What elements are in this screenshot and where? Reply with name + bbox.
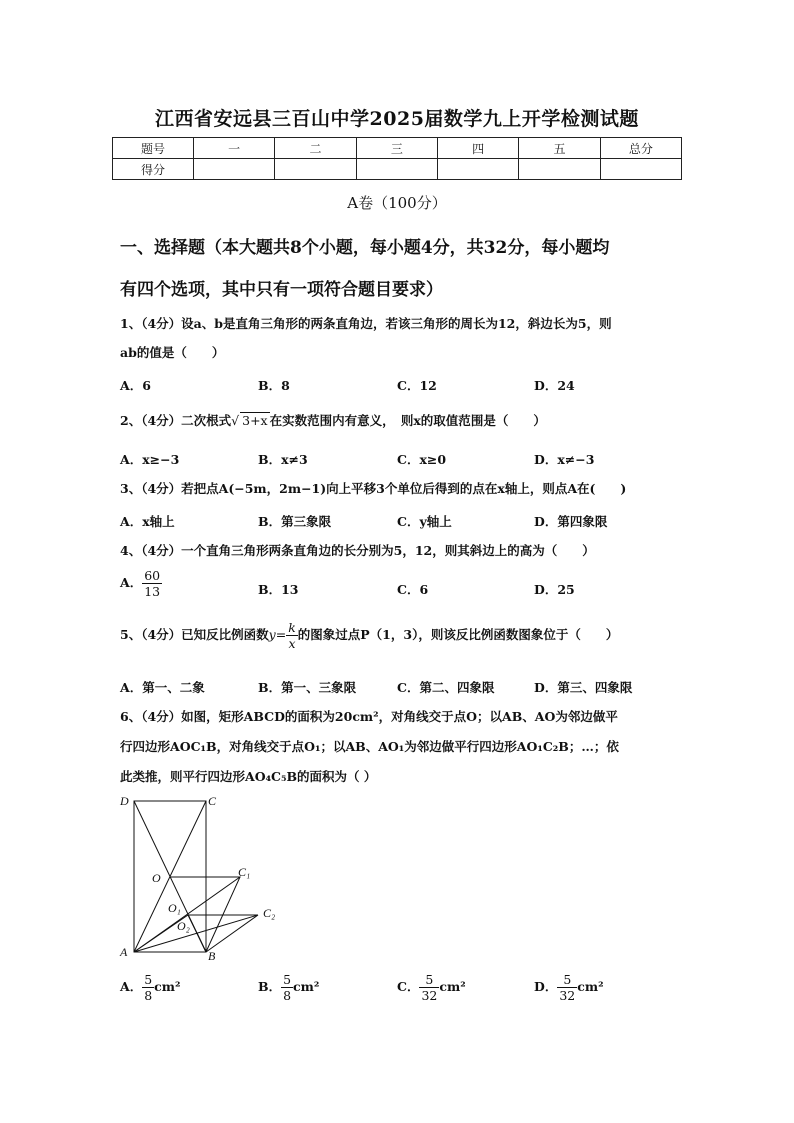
q2-prefix: 2、（4分）二次根式	[120, 413, 232, 428]
table-cell: 一	[194, 138, 275, 159]
q4-option-c[interactable]: C．6	[397, 582, 429, 597]
score-input-cell[interactable]	[519, 159, 600, 180]
option-unit: cm²	[439, 979, 466, 994]
score-input-cell[interactable]	[275, 159, 356, 180]
q1-option-c[interactable]: C．12	[397, 378, 437, 393]
q1-option-d[interactable]: D．24	[534, 378, 575, 393]
q6-option-a[interactable]	[120, 972, 180, 1003]
fraction	[557, 972, 577, 1003]
option-label: C．	[397, 979, 420, 994]
q4-option-b[interactable]: B．13	[258, 582, 299, 597]
part-heading-line2: 有四个选项，其中只有一项符合题目要求）	[120, 280, 443, 300]
segment-o2b	[197, 933, 206, 952]
diagonal-ac2	[134, 915, 258, 952]
label-o: O	[152, 871, 161, 885]
q3-option-c[interactable]: C．y轴上	[397, 514, 452, 529]
score-input-cell[interactable]	[356, 159, 437, 180]
q1-option-b[interactable]: B．8	[258, 378, 290, 393]
option-unit: cm²	[577, 979, 604, 994]
table-cell: 总分	[600, 138, 681, 159]
fraction-denominator: 13	[144, 584, 161, 599]
part-heading-line1: 一、选择题（本大题共8个小题，每小题4分，共32分，每小题均	[120, 238, 610, 258]
q5-prefix: 5、（4分）已知反比例函数	[120, 627, 269, 642]
fraction-numerator: 5	[283, 972, 292, 987]
q5-option-b[interactable]: B．第一、三象限	[258, 680, 357, 695]
label-c: C	[208, 794, 217, 808]
question-6-text-line2: 行四边形AOC₁B，对角线交于点O₁；以AB、AO₁为邻边做平行四边形AO₁C₂B；…；依	[120, 739, 619, 754]
label-a: A	[120, 945, 128, 959]
option-label: A．	[120, 979, 143, 994]
question-1-text: 1、（4分）设a、b是直角三角形的两条直角边，若该三角形的周长为12，斜边长为5，则	[120, 316, 612, 331]
table-cell: 五	[519, 138, 600, 159]
score-table	[112, 137, 682, 180]
fraction	[142, 972, 154, 1003]
q3-option-d[interactable]: D．第四象限	[534, 514, 608, 529]
option-unit: cm²	[154, 979, 181, 994]
label-o2: O₂	[177, 919, 190, 933]
fraction	[142, 568, 162, 599]
question-6-text-line3: 此类推，则平行四边形AO₄C₅B的面积为（ ）	[120, 769, 377, 784]
q2-radicand: 3+x	[242, 413, 268, 428]
fraction	[281, 972, 293, 1003]
fraction-denominator: 32	[421, 988, 438, 1003]
q6-option-b[interactable]	[258, 972, 319, 1003]
q1-option-a[interactable]: A．6	[120, 378, 151, 393]
q2-option-a[interactable]: A．x≥−3	[120, 452, 180, 467]
q5-option-a[interactable]: A．第一、二象	[120, 680, 205, 695]
q4-option-a[interactable]	[120, 568, 162, 599]
option-label: D．	[534, 979, 558, 994]
q6-option-c[interactable]	[397, 972, 466, 1003]
label-c1: C₁	[238, 865, 251, 879]
fraction	[419, 972, 439, 1003]
question-6-text: 6、（4分）如图，矩形ABCD的面积为20cm²，对角线交于点O；以AB、AO为邻边做平	[120, 709, 618, 724]
q2-option-d[interactable]: D．x≠−3	[534, 452, 595, 467]
fraction-denominator: x	[286, 635, 298, 651]
fraction-numerator: k	[288, 620, 296, 635]
fraction	[286, 620, 298, 651]
question-4-text: 4、（4分）一个直角三角形两条直角边的长分别为5，12，则其斜边上的高为（ ）	[120, 543, 595, 558]
fraction-numerator: 60	[144, 568, 161, 583]
fraction-numerator: 5	[425, 972, 434, 987]
q5-option-c[interactable]: C．第二、四象限	[397, 680, 495, 695]
score-input-cell[interactable]	[194, 159, 275, 180]
q5-func-y: y	[268, 627, 276, 642]
question-1-text-line2: ab的值是（ ）	[120, 345, 225, 360]
label-o1: O₁	[168, 901, 181, 915]
score-table-header-row	[113, 138, 682, 159]
section-heading: A卷（100分）	[347, 194, 447, 212]
score-input-cell[interactable]	[437, 159, 518, 180]
fraction-denominator: 32	[559, 988, 576, 1003]
fraction-denominator: 8	[144, 988, 153, 1003]
table-cell: 得分	[113, 159, 194, 180]
question-5-text	[120, 620, 680, 651]
q2-option-b[interactable]: B．x≠3	[258, 452, 308, 467]
table-cell: 四	[437, 138, 518, 159]
fraction-numerator: 5	[563, 972, 572, 987]
fraction-numerator: 5	[144, 972, 153, 987]
question-3-text: 3、（4分）若把点A(−5m，2m−1)向上平移3个单位后得到的点在x轴上，则点A在( )	[120, 481, 627, 496]
segment-c2b	[206, 915, 258, 952]
label-d: D	[120, 794, 129, 808]
q5-equals: =	[275, 627, 287, 642]
option-label: B．	[258, 979, 282, 994]
option-label: A．	[120, 575, 143, 590]
q5-suffix: 的图象过点P（1，3），则该反比例函数图象位于（ ）	[297, 627, 619, 642]
table-cell: 题号	[113, 138, 194, 159]
page-title: 江西省安远县三百山中学2025届数学九上开学检测试题	[155, 108, 639, 130]
score-table-score-row	[113, 159, 682, 180]
label-c2: C₂	[263, 906, 276, 920]
q4-option-d[interactable]: D．25	[534, 582, 575, 597]
q6-figure	[112, 790, 292, 965]
q3-option-b[interactable]: B．第三象限	[258, 514, 332, 529]
option-unit: cm²	[293, 979, 320, 994]
table-cell: 三	[356, 138, 437, 159]
question-2-text	[120, 412, 680, 429]
q2-suffix: 在实数范围内有意义， 则x的取值范围是（ ）	[269, 413, 546, 428]
q2-option-c[interactable]: C．x≥0	[397, 452, 447, 467]
table-cell: 二	[275, 138, 356, 159]
q3-option-a[interactable]: A．x轴上	[120, 514, 175, 529]
score-input-cell[interactable]	[600, 159, 681, 180]
fraction-denominator: 8	[283, 988, 292, 1003]
sqrt-sign: √	[231, 413, 240, 428]
label-b: B	[208, 949, 216, 963]
q6-option-d[interactable]	[534, 972, 604, 1003]
q5-option-d[interactable]: D．第三、四象限	[534, 680, 633, 695]
